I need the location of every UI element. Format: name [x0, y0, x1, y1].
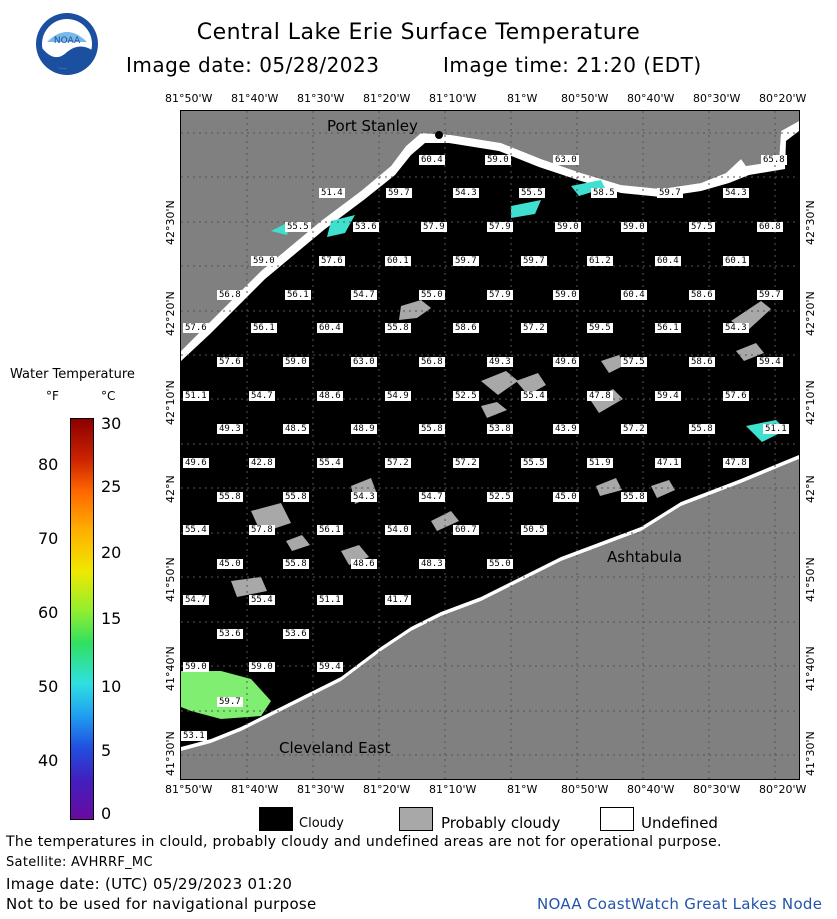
temp-label: 59.0	[251, 662, 273, 672]
lon-label-top: 80°40'W	[627, 92, 675, 105]
lat-label-left: 41°30'N	[164, 731, 177, 776]
temp-label: 47.8	[725, 458, 747, 468]
temp-label: 51.9	[589, 458, 611, 468]
temp-label: 58.6	[691, 357, 713, 367]
colorbar-c-tick: 15	[101, 609, 122, 628]
temp-label: 47.1	[657, 458, 679, 468]
temp-label: 59.0	[487, 155, 509, 165]
temp-label: 59.7	[455, 256, 477, 266]
temp-label: 52.5	[455, 391, 477, 401]
lon-label-top: 80°20'W	[759, 92, 807, 105]
temp-label: 53.6	[219, 629, 241, 639]
temp-label: 59.0	[285, 357, 307, 367]
colorbar-c-tick: 20	[101, 543, 122, 562]
temp-label: 65.8	[763, 155, 785, 165]
lon-label-top: 80°30'W	[693, 92, 741, 105]
temp-label: 60.4	[319, 323, 341, 333]
temp-label: 55.0	[489, 559, 511, 569]
temp-label: 42.8	[251, 458, 273, 468]
temp-label: 41.7	[387, 595, 409, 605]
temp-label: 56.1	[253, 323, 275, 333]
temp-label: 56.1	[319, 525, 341, 535]
map-background	[181, 111, 799, 779]
temp-label: 60.4	[623, 290, 645, 300]
colorbar-c-tick: 10	[101, 677, 122, 696]
legend-probably-cloudy-label: Probably cloudy	[441, 814, 561, 832]
page-title: Central Lake Erie Surface Temperature	[196, 20, 641, 45]
temp-label: 54.3	[725, 323, 747, 333]
temp-label: 59.5	[589, 323, 611, 333]
lat-label-right: 41°30'N	[804, 731, 817, 776]
footer-nav-warning: Not to be used for navigational purpose	[6, 895, 317, 913]
temp-label: 59.7	[388, 188, 410, 198]
lon-label-top: 81°50'W	[165, 92, 213, 105]
temp-label: 54.3	[725, 188, 747, 198]
temp-label: 60.4	[421, 155, 443, 165]
temp-label: 54.9	[387, 391, 409, 401]
temp-label: 60.4	[657, 256, 679, 266]
lon-label-bottom: 80°40'W	[627, 783, 675, 796]
temp-label: 45.0	[219, 559, 241, 569]
temp-label: 55.5	[287, 222, 309, 232]
temp-label: 45.0	[555, 492, 577, 502]
temp-label: 59.4	[657, 391, 679, 401]
temp-label: 58.6	[455, 323, 477, 333]
port-stanley-marker	[435, 131, 443, 139]
temp-label: 59.7	[759, 290, 781, 300]
lat-label-left: 41°40'N	[164, 646, 177, 691]
temp-label: 57.5	[623, 357, 645, 367]
lat-label-left: 42°30'N	[164, 200, 177, 245]
footer-node-name: NOAA CoastWatch Great Lakes Node	[537, 895, 823, 913]
temp-label: 48.6	[353, 559, 375, 569]
temp-label: 51.1	[765, 424, 787, 434]
footer-disclaimer: The temperatures in clould, probably cloudy and undefined areas are not for operational purpose.	[6, 834, 722, 850]
legend-undefined-swatch	[600, 807, 634, 831]
temp-label: 58.6	[691, 290, 713, 300]
temp-label: 57.8	[251, 525, 273, 535]
temp-label: 55.5	[521, 188, 543, 198]
temp-label: 54.3	[353, 492, 375, 502]
temp-label: 54.7	[353, 290, 375, 300]
temp-label: 55.0	[421, 290, 443, 300]
colorbar-f-tick: 40	[38, 751, 59, 770]
lon-label-bottom: 81°W	[507, 783, 538, 796]
temp-label: 59.7	[523, 256, 545, 266]
place-ashtabula: Ashtabula	[607, 548, 683, 566]
legend-cloudy-label: Cloudy	[299, 816, 344, 831]
temp-label: 59.0	[557, 222, 579, 232]
temp-label: 55.5	[523, 458, 545, 468]
temp-label: 56.1	[657, 323, 679, 333]
legend-undefined-label: Undefined	[641, 814, 718, 832]
temp-label: 50.5	[523, 525, 545, 535]
temp-label: 49.6	[185, 458, 207, 468]
temp-label: 57.9	[489, 222, 511, 232]
temp-label: 55.4	[251, 595, 273, 605]
temp-label: 56.8	[219, 290, 241, 300]
lat-label-right: 41°50'N	[804, 557, 817, 602]
temp-label: 53.8	[489, 424, 511, 434]
lat-label-left: 42°N	[164, 475, 177, 503]
temp-label: 55.8	[285, 559, 307, 569]
lon-label-top: 81°40'W	[231, 92, 279, 105]
temp-label: 55.8	[219, 492, 241, 502]
lon-label-top: 81°W	[507, 92, 538, 105]
temp-label: 57.5	[691, 222, 713, 232]
lat-label-right: 42°20'N	[804, 291, 817, 336]
lon-label-top: 81°10'W	[429, 92, 477, 105]
footer-utc-date: Image date: (UTC) 05/29/2023 01:20	[6, 875, 293, 893]
temp-label: 57.6	[185, 323, 207, 333]
temp-label: 55.4	[523, 391, 545, 401]
lon-label-bottom: 80°30'W	[693, 783, 741, 796]
lon-label-top: 80°50'W	[561, 92, 609, 105]
colorbar-title: Water Temperature	[10, 367, 135, 382]
temp-label: 47.8	[589, 391, 611, 401]
temp-label: 57.6	[321, 256, 343, 266]
colorbar	[70, 418, 94, 820]
temp-label: 48.3	[421, 559, 443, 569]
legend-cloudy-swatch	[259, 807, 293, 831]
lon-label-top: 81°20'W	[363, 92, 411, 105]
temp-label: 59.4	[319, 662, 341, 672]
colorbar-f-tick: 80	[38, 455, 59, 474]
lon-label-bottom: 80°50'W	[561, 783, 609, 796]
legend-probably-cloudy-swatch	[399, 807, 433, 831]
lon-label-bottom: 81°20'W	[363, 783, 411, 796]
lon-label-bottom: 81°50'W	[165, 783, 213, 796]
temp-label: 51.4	[321, 188, 343, 198]
colorbar-c-tick: 25	[101, 477, 122, 496]
lon-label-bottom: 81°40'W	[231, 783, 279, 796]
temp-label: 49.6	[555, 357, 577, 367]
temp-label: 53.6	[355, 222, 377, 232]
footer-satellite: Satellite: AVHRRF_MC	[6, 855, 153, 870]
temp-label: 58.5	[593, 188, 615, 198]
place-cleveland-east: Cleveland East	[279, 739, 391, 757]
lake-erie-map	[180, 110, 800, 780]
lon-label-bottom: 80°20'W	[759, 783, 807, 796]
temp-label: 54.0	[387, 525, 409, 535]
temp-label: 61.2	[589, 256, 611, 266]
lat-label-left: 42°20'N	[164, 291, 177, 336]
temp-label: 57.6	[725, 391, 747, 401]
colorbar-c-tick: 5	[101, 741, 112, 760]
temp-label: 54.7	[251, 391, 273, 401]
temp-label: 56.8	[421, 357, 443, 367]
temp-label: 43.9	[555, 424, 577, 434]
temp-label: 59.7	[659, 188, 681, 198]
temp-label: 57.9	[423, 222, 445, 232]
lon-label-bottom: 81°30'W	[297, 783, 345, 796]
temp-label: 57.2	[455, 458, 477, 468]
colorbar-f-tick: 60	[38, 603, 59, 622]
temp-label: 63.0	[555, 155, 577, 165]
temp-label: 54.7	[421, 492, 443, 502]
temp-label: 51.1	[319, 595, 341, 605]
temp-label: 55.8	[623, 492, 645, 502]
colorbar-unit-f: °F	[46, 389, 59, 403]
temp-label: 59.0	[555, 290, 577, 300]
image-date-label: Image date: 05/28/2023	[126, 53, 380, 77]
temp-label: 55.8	[387, 323, 409, 333]
temp-label: 54.3	[455, 188, 477, 198]
temp-label: 55.4	[319, 458, 341, 468]
temp-label: 53.1	[183, 731, 205, 741]
temp-label: 48.5	[285, 424, 307, 434]
colorbar-c-tick: 0	[101, 804, 112, 823]
temp-label: 59.4	[759, 357, 781, 367]
lon-label-top: 81°30'W	[297, 92, 345, 105]
temp-label: 60.7	[455, 525, 477, 535]
temp-label: 51.1	[185, 391, 207, 401]
colorbar-f-tick: 70	[38, 529, 59, 548]
temp-label: 52.5	[489, 492, 511, 502]
temp-label: 57.2	[387, 458, 409, 468]
temp-label: 55.8	[691, 424, 713, 434]
colorbar-unit-c: °C	[101, 389, 116, 403]
temp-label: 57.6	[219, 357, 241, 367]
temp-label: 49.3	[489, 357, 511, 367]
temp-label: 48.6	[319, 391, 341, 401]
lon-label-bottom: 81°10'W	[429, 783, 477, 796]
temp-label: 57.9	[489, 290, 511, 300]
logo-text: NOAA	[53, 36, 81, 46]
lat-label-right: 41°40'N	[804, 646, 817, 691]
temp-label: 59.0	[623, 222, 645, 232]
temp-label: 48.9	[353, 424, 375, 434]
lat-label-right: 42°30'N	[804, 200, 817, 245]
colorbar-c-tick: 30	[101, 414, 122, 433]
temp-label: 60.1	[725, 256, 747, 266]
lat-label-left: 41°50'N	[164, 557, 177, 602]
temp-label: 55.4	[185, 525, 207, 535]
temp-label: 56.1	[287, 290, 309, 300]
colorbar-f-tick: 50	[38, 677, 59, 696]
place-port-stanley: Port Stanley	[327, 117, 418, 135]
temp-label: 63.0	[353, 357, 375, 367]
temp-label: 55.8	[285, 492, 307, 502]
temp-label: 55.8	[421, 424, 443, 434]
temp-label: 57.2	[623, 424, 645, 434]
temp-label: 60.1	[387, 256, 409, 266]
temp-label: 59.7	[219, 697, 241, 707]
temp-label: 60.8	[759, 222, 781, 232]
temp-label: 49.3	[219, 424, 241, 434]
temp-label: 54.7	[185, 595, 207, 605]
temp-label: 59.0	[185, 662, 207, 672]
lat-label-right: 42°N	[804, 475, 817, 503]
temp-label: 53.6	[285, 629, 307, 639]
image-time-label: Image time: 21:20 (EDT)	[443, 53, 702, 77]
temp-label: 57.2	[523, 323, 545, 333]
lat-label-right: 42°10'N	[804, 380, 817, 425]
lat-label-left: 42°10'N	[164, 380, 177, 425]
temp-label: 59.0	[253, 256, 275, 266]
